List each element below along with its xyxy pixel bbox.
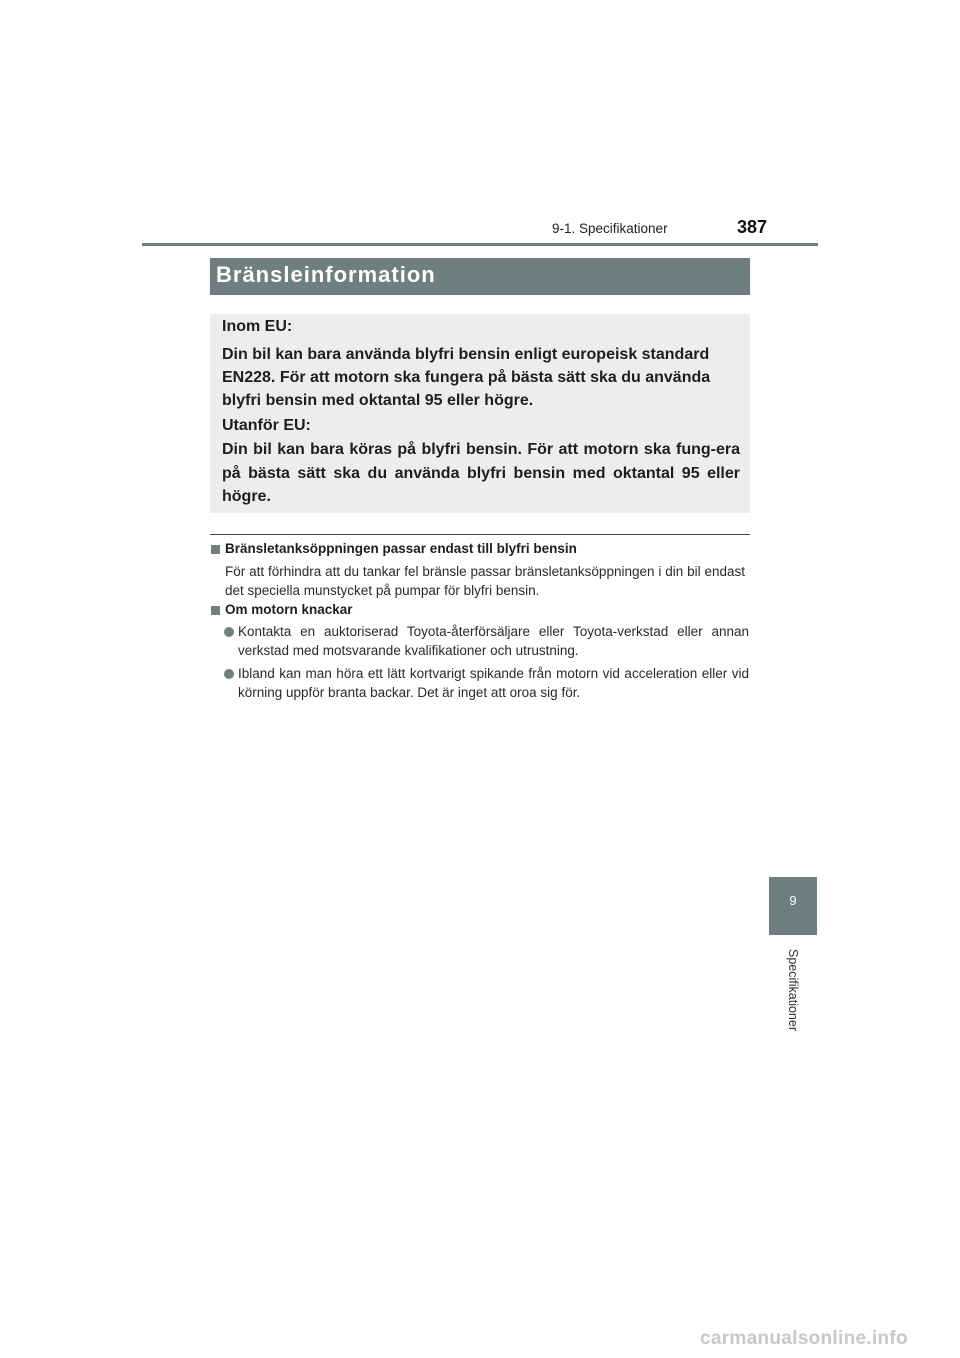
square-bullet-icon <box>211 545 220 554</box>
section-heading-fuel-filler: Bränsletanksöppningen passar endast till blyfri bensin <box>225 541 577 556</box>
page-number: 387 <box>737 217 768 237</box>
section-breadcrumb: 9-1. Specifikationer <box>552 221 668 236</box>
info-text-non-eu: Din bil kan bara köras på blyfri bensin. För att motorn ska fung-era på bästa sätt ska du använda blyfri bensin med oktantal 95 eller högre. <box>222 441 740 505</box>
section-divider <box>210 534 750 535</box>
watermark: carmanualsonline.info <box>700 1328 908 1349</box>
chapter-number: 9 <box>789 893 797 908</box>
section-body-fuel-filler: För att förhindra att du tankar fel bränsle passar bränsletanksöppningen i din bil endast det speciella munstycket på pumpar för blyfri bensin. <box>225 564 745 598</box>
info-label-eu: Inom EU: <box>222 318 293 335</box>
info-text-eu-line-3: blyfri bensin med oktantal 95 eller högre. <box>222 392 534 409</box>
bullet-item-1: Kontakta en auktoriserad Toyota-återförsäljare eller Toyota-verkstad eller annan verkstad med motsvarande kvalifikationer och utrustning. <box>238 624 749 658</box>
info-text-eu-line-2: EN228. För att motorn ska fungera på bästa sätt ska du använda <box>222 369 711 386</box>
bullet-item-2: Ibland kan man höra ett lätt kortvarigt spikande från motorn vid acceleration eller vid körning uppför branta backar. Det är inget att oroa sig för. <box>238 666 749 700</box>
round-bullet-icon <box>224 627 234 637</box>
info-text-eu-line-1: Din bil kan bara använda blyfri bensin enligt europeisk standard <box>222 346 710 363</box>
square-bullet-icon <box>211 606 220 615</box>
page-title: Bränsleinformation <box>216 262 436 287</box>
info-label-non-eu: Utanför EU: <box>222 417 311 434</box>
header-rule <box>142 243 818 246</box>
chapter-label: Specifikationer <box>786 949 800 1031</box>
round-bullet-icon <box>224 669 234 679</box>
section-heading-engine-knock: Om motorn knackar <box>225 602 353 617</box>
